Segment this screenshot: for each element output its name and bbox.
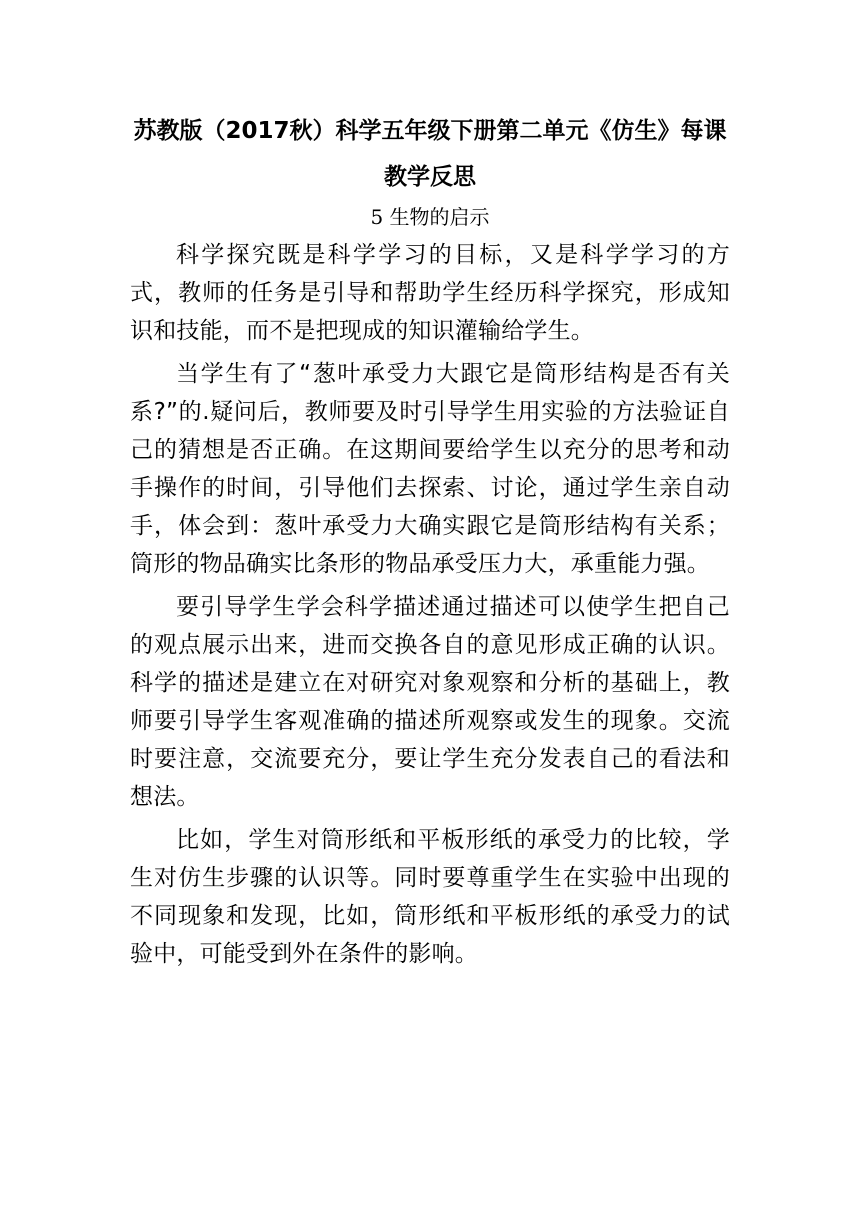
paragraph-2: 当学生有了“葱叶承受力大跟它是筒形结构是否有关系?”的.疑问后，教师要及时引导学生用实验的方法验证自己的猜想是否正确。在这期间要给学生以充分的思考和动手操作的时间，引导他们去探索、讨论，通过学生亲自动手，体会到：葱叶承受力大确实跟它是筒形结构有关系；筒形的物品确实比条形的物品承受压力大，承重能力强。 [130, 361, 730, 577]
document-title: 苏教版（2017秋）科学五年级下册第二单元《仿生》每课教学反思 [133, 118, 727, 190]
paragraph-4: 比如，学生对筒形纸和平板形纸的承受力的比较，学生对仿生步骤的认识等。同时要尊重学生在实验中出现的不同现象和发现，比如，筒形纸和平板形纸的承受力的试验中，可能受到外在条件的影响。 [130, 827, 730, 967]
document-body [130, 108, 730, 978]
paragraph-3: 要引导学生学会科学描述通过描述可以使学生把自己的观点展示出来，进而交换各自的意见形成正确的认识。科学的描述是建立在对研究对象观察和分析的基础上，教师要引导学生客观准确的描述所观察或发生的现象。交流时要注意，交流要充分，要让学生充分发表自己的看法和想法。 [130, 594, 730, 810]
paragraph-1: 科学探究既是科学学习的目标，又是科学学习的方式，教师的任务是引导和帮助学生经历科学探究，形成知识和技能，而不是把现成的知识灌输给学生。 [130, 242, 730, 344]
lesson-heading: 5 生物的启示 [370, 205, 490, 229]
